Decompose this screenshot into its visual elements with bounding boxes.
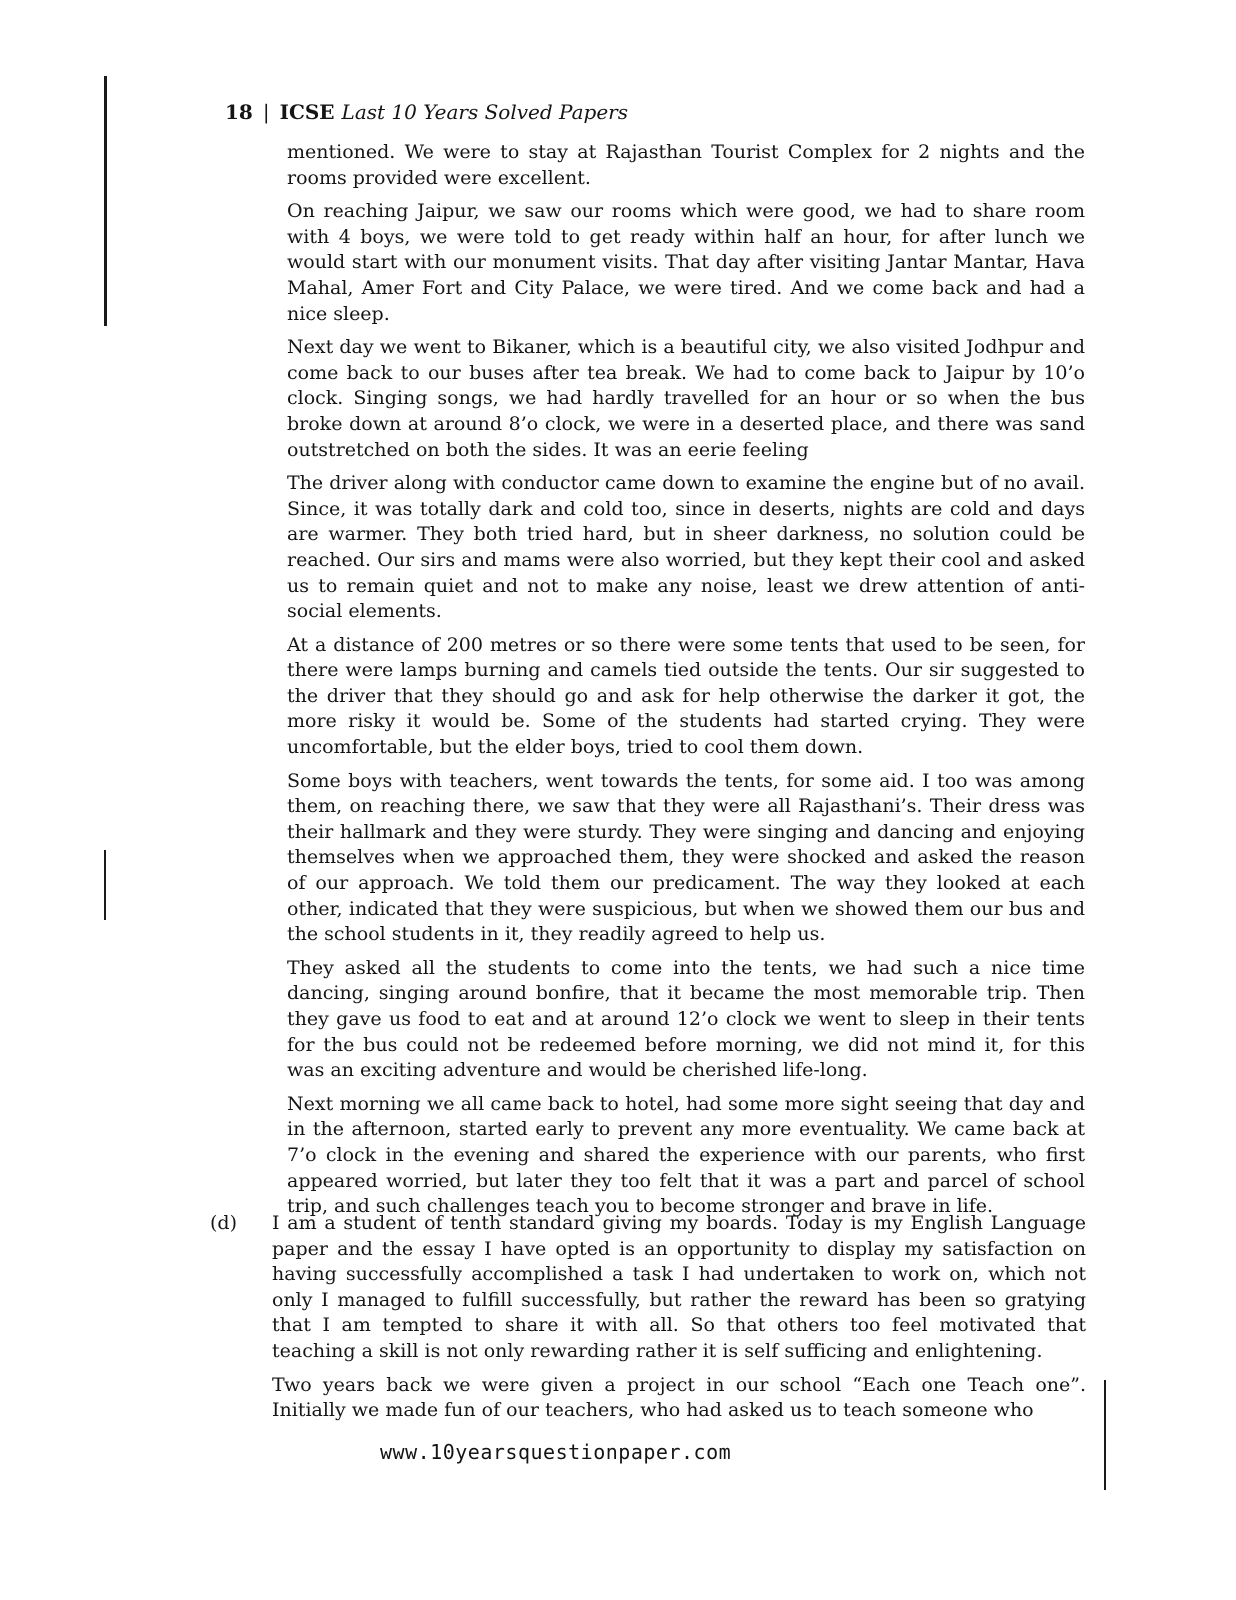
footer-website: www.10yearsquestionpaper.com bbox=[380, 1440, 732, 1464]
page-number: 18 bbox=[225, 100, 253, 124]
essay-paragraph: mentioned. We were to stay at Rajasthan Tourist Complex for 2 nights and the rooms provided were excellent. bbox=[287, 141, 1085, 189]
essay-paragraph: Some boys with teachers, went towards the tents, for some aid. I too was among them, on reaching there, we saw that they were all Rajasthani’s. Their dress was their hallmark and they were sturdy. They were singing and dancing and enjoying themselves when we approached them, they were shocked and asked the reason of our approach. We told them our predicament. The way they looked at each other, indicated that they were suspicious, but when we showed them our bus and the school students in it, they readily agreed to help us. bbox=[287, 769, 1085, 946]
book-title: ICSE bbox=[279, 100, 335, 124]
essay-paragraph: They asked all the students to come into the tents, we had such a nice time dancing, singing around bonfire, that it became the most memorable trip. Then they gave us food to eat and at around 12’o clock we went to sleep in their tents for the bus could not be redeemed before morning, we did not mind it, for this was an exciting adventure and would be cherished life-long. bbox=[287, 956, 1085, 1082]
essay-d-body bbox=[272, 1211, 1086, 1424]
essay-paragraph: On reaching Jaipur, we saw our rooms which were good, we had to share room with 4 boys, we were told to get ready within half an hour, for after lunch we would start with our monument visits. That day after visiting Jantar Mantar, Hava Mahal, Amer Fort and City Palace, we were tired. And we come back and had a nice sleep. bbox=[287, 200, 1085, 325]
essay-d-section bbox=[210, 1211, 1086, 1432]
scan-margin-line-top bbox=[104, 76, 107, 326]
essay-c-body bbox=[287, 140, 1085, 1228]
essay-paragraph: At a distance of 200 metres or so there were some tents that used to be seen, for there were lamps burning and camels tied outside the tents. Our sir suggested to the driver that they should go and ask for help otherwise the darker it got, the more risky it would be. Some of the students had started crying. They were uncomfortable, but the elder boys, tried to cool them down. bbox=[287, 633, 1085, 759]
essay-paragraph: I am a student of tenth standard giving my boards. Today is my English Language paper and the essay I have opted is an opportunity to display my satisfaction on having successfully accomplished a task I had undertaken to work on, which not only I managed to fulfill successfully, but rather the reward has been so gratying that I am tempted to share it with all. So that others too feel motivated that teaching a skill is not only rewarding rather it is self sufficing and enlightening. bbox=[272, 1212, 1086, 1362]
header-separator: | bbox=[262, 100, 270, 124]
question-label: (d) bbox=[210, 1212, 237, 1234]
essay-paragraph: Next day we went to Bikaner, which is a beautiful city, we also visited Jodhpur and come back to our buses after tea break. We had to come back to Jaipur by 10’o clock. Singing songs, we had hardly travelled for an hour or so when the bus broke down at around 8’o clock, we were in a deserted place, and there was sand outstretched on both the sides. It was an eerie feeling bbox=[287, 336, 1085, 461]
essay-paragraph: Next morning we all came back to hotel, had some more sight seeing that day and in the afternoon, started early to prevent any more eventuality. We came back at 7’o clock in the evening and shared the experience with our parents, who first appeared worried, but later they too felt that it was a part and parcel of school trip, and such challenges teach you to become stronger and brave in life. bbox=[287, 1092, 1085, 1218]
essay-paragraph: Two years back we were given a project in our school “Each one Teach one”. Initially we made fun of our teachers, who had asked us to teach someone who bbox=[272, 1373, 1086, 1422]
series-title: Last 10 Years Solved Papers bbox=[341, 100, 628, 124]
essay-paragraph: The driver along with conductor came down to examine the engine but of no avail. Since, it was totally dark and cold too, since in deserts, nights are cold and days are warmer. They both tried hard, but in sheer darkness, no solution could be reached. Our sirs and mams were also worried, but they kept their cool and asked us to remain quiet and not to make any noise, least we drew attention of anti-social elements. bbox=[287, 472, 1085, 623]
page-header bbox=[225, 100, 628, 124]
scan-margin-line-mid bbox=[104, 850, 106, 920]
scan-margin-line-right bbox=[1104, 1380, 1106, 1490]
